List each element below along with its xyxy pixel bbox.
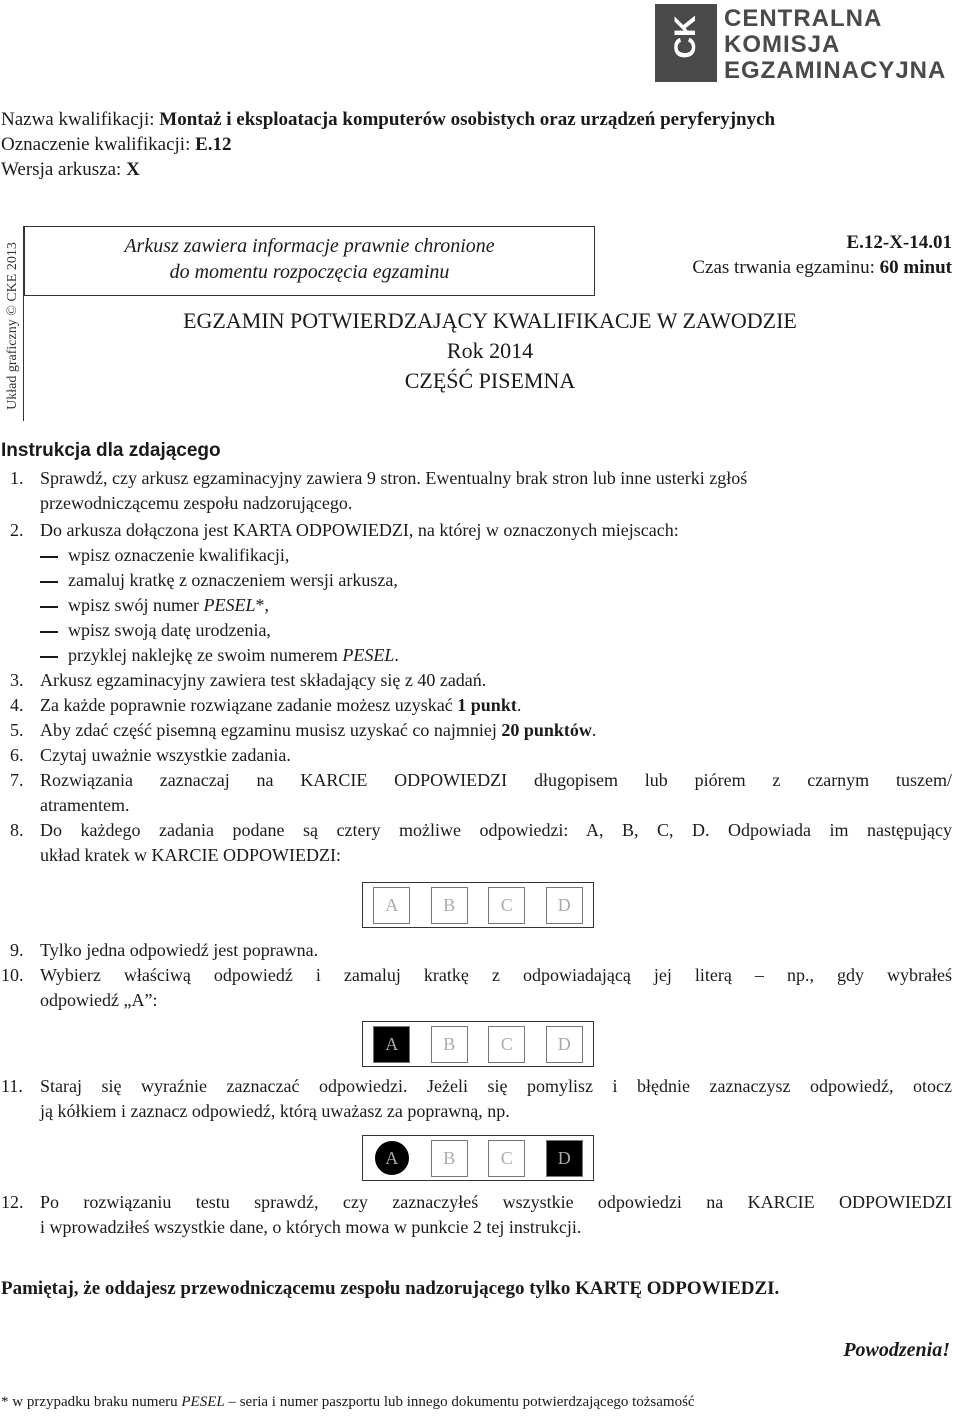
exam-code: E.12-X-14.01: [846, 232, 952, 253]
instruction-11: Staraj się wyraźnie zaznaczać odpowiedzi. Jeżeli się pomylisz i błędnie zaznaczysz odpowiedź, otocz ją kółkiem i zaznacz odpowiedź, którą uważasz za poprawną, np.: [40, 1076, 952, 1121]
footnote: * w przypadku braku numeru PESEL – seria i numer paszportu lub innego dokumentu potwierdzającego tożsamość: [1, 1394, 695, 1410]
instruction-9: Tylko jedna odpowiedź jest poprawna.: [40, 940, 319, 960]
instruction-12: Po rozwiązaniu testu sprawdź, czy zaznaczyłeś wszystkie odpowiedzi na KARCIE ODPOWIEDZI i wprowadziłeś wszystkie dane, o których mowa w punkcie 2 tej instrukcji.: [40, 1192, 952, 1237]
dash-bullet: [40, 606, 58, 608]
answer-grid-example: [362, 882, 594, 928]
instruction-1: Sprawdź, czy arkusz egzaminacyjny zawiera 9 stron. Ewentualny brak stron lub inne usterki zgłoś przewodniczącemu zespołu nadzorującego.: [40, 468, 748, 513]
item-number: 3.: [10, 670, 24, 690]
confidential-notice: Arkusz zawiera informacje prawnie chronione do momentu rozpoczęcia egzaminu: [24, 226, 595, 296]
item-number: 5.: [10, 720, 24, 740]
item-number: 12.: [1, 1192, 24, 1212]
cke-logo-mark: CK: [655, 4, 717, 82]
item-number: 7.: [10, 770, 24, 790]
subitem-2: zamaluj kratkę z oznaczeniem wersji arkusza,: [68, 570, 398, 590]
item-number: 2.: [10, 520, 24, 540]
logo-line-1: CENTRALNA: [724, 5, 883, 32]
answer-box-c: C: [488, 1026, 525, 1063]
item-number: 9.: [10, 940, 24, 960]
instructions-heading: Instrukcja dla zdającego: [1, 440, 221, 461]
dash-bullet: [40, 656, 58, 658]
qualification-code: Oznaczenie kwalifikacji: E.12: [1, 134, 232, 155]
answer-box-d: D: [546, 887, 583, 924]
instruction-6: Czytaj uważnie wszystkie zadania.: [40, 745, 291, 765]
layout-copyright: Układ graficzny © CKE 2013: [5, 242, 20, 410]
item-number: 1.: [10, 468, 24, 488]
answer-grid-corrected: [362, 1135, 594, 1181]
dash-bullet: [40, 581, 58, 583]
dash-bullet: [40, 556, 58, 558]
answer-box-d: D: [546, 1026, 583, 1063]
answer-box-b: B: [431, 1140, 468, 1177]
reminder: Pamiętaj, że oddajesz przewodniczącemu zespołu nadzorującego tylko KARTĘ ODPOWIEDZI.: [1, 1278, 780, 1299]
instruction-2: Do arkusza dołączona jest KARTA ODPOWIEDZI, na której w oznaczonych miejscach:: [40, 520, 679, 540]
answer-grid-marked: [362, 1021, 594, 1067]
answer-box-c: C: [488, 1140, 525, 1177]
instruction-3: Arkusz egzaminacyjny zawiera test składający się z 40 zadań.: [40, 670, 487, 690]
good-luck: Powodzenia!: [843, 1339, 950, 1361]
sheet-version: Wersja arkusza: X: [1, 159, 140, 180]
instruction-4: Za każde poprawnie rozwiązane zadanie możesz uzyskać 1 punkt.: [40, 695, 522, 715]
subitem-5: przyklej naklejkę ze swoim numerem PESEL.: [68, 645, 399, 665]
subitem-4: wpisz swoją datę urodzenia,: [68, 620, 271, 640]
item-number: 11.: [1, 1076, 23, 1096]
instruction-7: Rozwiązania zaznaczaj na KARCIE ODPOWIEDZI długopisem lub piórem z czarnym tuszem/ atramentem.: [40, 770, 952, 815]
subitem-1: wpisz oznaczenie kwalifikacji,: [68, 545, 290, 565]
instruction-10: Wybierz właściwą odpowiedź i zamaluj kratkę z odpowiadającą jej literą – np., gdy wybrałeś odpowiedź „A”:: [40, 965, 952, 1010]
answer-box-a-circled: [373, 1140, 410, 1177]
instruction-5: Aby zdać część pisemną egzaminu musisz uzyskać co najmniej 20 punktów.: [40, 720, 597, 740]
item-number: 10.: [1, 965, 24, 985]
instruction-8: Do każdego zadania podane są cztery możliwe odpowiedzi: A, B, C, D. Odpowiada im następujący układ kratek w KARCIE ODPOWIEDZI:: [40, 820, 952, 865]
answer-box-d-filled: D: [546, 1140, 583, 1177]
exam-duration: Czas trwania egzaminu: 60 minut: [692, 257, 952, 278]
item-number: 8.: [10, 820, 24, 840]
correction-circle: A: [375, 1141, 409, 1175]
answer-box-b: B: [431, 887, 468, 924]
logo-line-2: KOMISJA: [724, 31, 841, 58]
answer-box-a: A: [373, 887, 410, 924]
exam-title: EGZAMIN POTWIERDZAJĄCY KWALIFIKACJE W ZAWODZIE Rok 2014 CZĘŚĆ PISEMNA: [183, 308, 797, 393]
item-number: 6.: [10, 745, 24, 765]
answer-box-a-filled: A: [373, 1026, 410, 1063]
answer-box-c: C: [488, 887, 525, 924]
qualification-name: Nazwa kwalifikacji: Montaż i eksploatacja komputerów osobistych oraz urządzeń peryferyjnych: [1, 109, 776, 130]
logo-line-3: EGZAMINACYJNA: [724, 57, 947, 84]
subitem-3: wpisz swój numer PESEL*,: [68, 595, 269, 615]
item-number: 4.: [10, 695, 24, 715]
dash-bullet: [40, 631, 58, 633]
answer-box-b: B: [431, 1026, 468, 1063]
